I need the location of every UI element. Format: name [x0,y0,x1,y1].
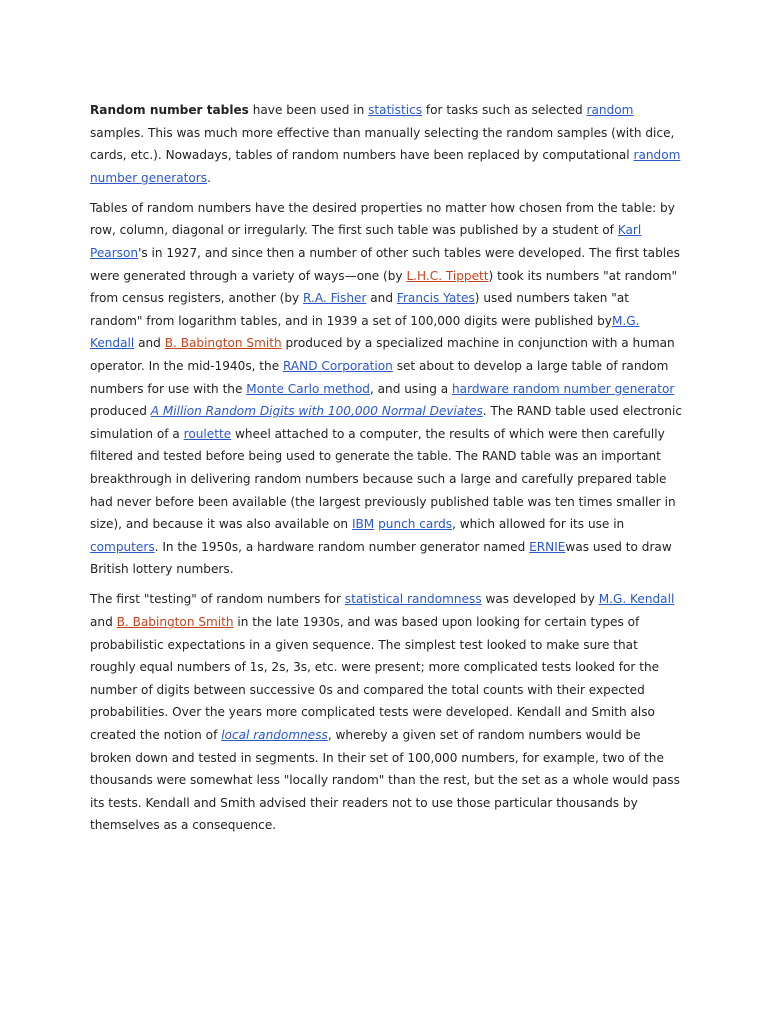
link-karl-pearson[interactable]: Karl Pearson [90,223,642,261]
link-million-random-digits[interactable]: A Million Random Digits with 100,000 Normal Deviates [150,404,483,419]
link-mg-kendall[interactable]: M.G. Kendall [90,313,640,351]
text-run: was used to draw British lottery numbers. [90,539,672,577]
paragraph-testing [90,588,682,837]
text-run: produced [90,404,151,419]
link-monte-carlo-method[interactable]: Monte Carlo method [246,381,370,396]
link-mg-kendall[interactable]: M.G. Kendall [598,592,675,607]
paragraph-intro [90,99,682,189]
link-tippett[interactable]: L.H.C. Tippett [406,268,489,283]
link-ibm[interactable]: IBM [351,517,375,532]
link-random-number-generators[interactable]: random number generators [90,148,681,185]
text-run: for tasks such as selected [422,103,587,117]
text-run: and [366,291,397,306]
link-francis-yates[interactable]: Francis Yates [396,291,475,306]
text-run: and [90,615,117,630]
link-random[interactable]: random [586,103,634,117]
text-run: 's in 1927, and since then a number of other such tables were developed. The first tables were generated through a variety of ways—one (by [90,246,680,283]
text-run: was developed by [481,592,599,607]
text-run: . The RAND table used electronic simulation of a [90,404,682,441]
paragraph-history [90,197,682,581]
text-run: in the late 1930s, and was based upon looking for certain types of probabilistic expectations in a given sequence. The simplest test looked to make sure that roughly equal numbers of 1s, 2s, 3s, etc. were present; more complicated tests looked for the number of digits between successive 0s and compared the total counts with their expected probabilities. Over the years more complicated tests were developed. Kendall and Smith also created the notion of [90,615,660,743]
link-fisher[interactable]: R.A. Fisher [303,291,367,306]
link-computers[interactable]: computers [90,539,155,554]
link-rand-corporation[interactable]: RAND Corporation [283,359,393,374]
link-roulette[interactable]: roulette [183,426,232,441]
text-run: ) took its numbers "at random" from census registers, another (by [90,268,678,306]
text-run: , whereby a given set of random numbers would be broken down and tested in segments. In their set of 100,000 numbers, for example, two of the thousands were somewhat less "locally random" than the rest, but the set as a whole would pass its tests. Kendall and Smith advised their readers not to use those particular thousands by themselves as a consequence. [90,728,680,833]
link-statistical-randomness[interactable]: statistical randomness [344,592,482,607]
text-run: samples. This was much more effective than manually selecting the random samples (with dice, cards, etc.). Nowadays, tables of random numbers have been replaced by computational [90,125,675,163]
text-run: . [207,170,211,185]
lead-term: Random number tables [90,103,249,117]
text-run: Tables of random numbers have the desired properties no matter how chosen from the table: by row, column, diagonal or irregularly. The first such table was published by a student of [90,200,675,238]
text-run: wheel attached to a computer, the results of which were then carefully filtered and tested before being used to generate the table. The RAND table was an important breakthrough in delivering random numbers because such a large and carefully prepared table had never before been available (the largest previously published table was ten times smaller in size), and because it was also available on [90,426,676,532]
text-run: , and using a [369,381,452,396]
text-run: The first "testing" of random numbers for [90,592,345,607]
text-run: produced by a specialized machine in conjunction with a human operator. In the mid-1940s, the [90,336,675,374]
link-babington-smith[interactable]: B. Babington Smith [164,336,282,351]
link-ernie[interactable]: ERNIE [529,539,566,554]
text-run: ) used numbers taken "at random" from logarithm tables, and in 1939 a set of 100,000 digits were published by [90,291,630,328]
text-run: , which allowed for its use in [452,517,625,532]
text-run: have been used in [248,103,369,117]
link-babington-smith[interactable]: B. Babington Smith [116,615,234,630]
text-run: set about to develop a large table of random numbers for use with the [90,359,669,396]
article-body [90,99,682,845]
text-run: and [134,336,165,351]
link-local-randomness[interactable]: local randomness [221,728,328,743]
link-punch-cards[interactable]: punch cards [378,517,453,532]
text-run: . In the 1950s, a hardware random number generator named [154,539,530,554]
link-statistics[interactable]: statistics [368,103,423,117]
link-hardware-rng[interactable]: hardware random number generator [452,381,675,396]
